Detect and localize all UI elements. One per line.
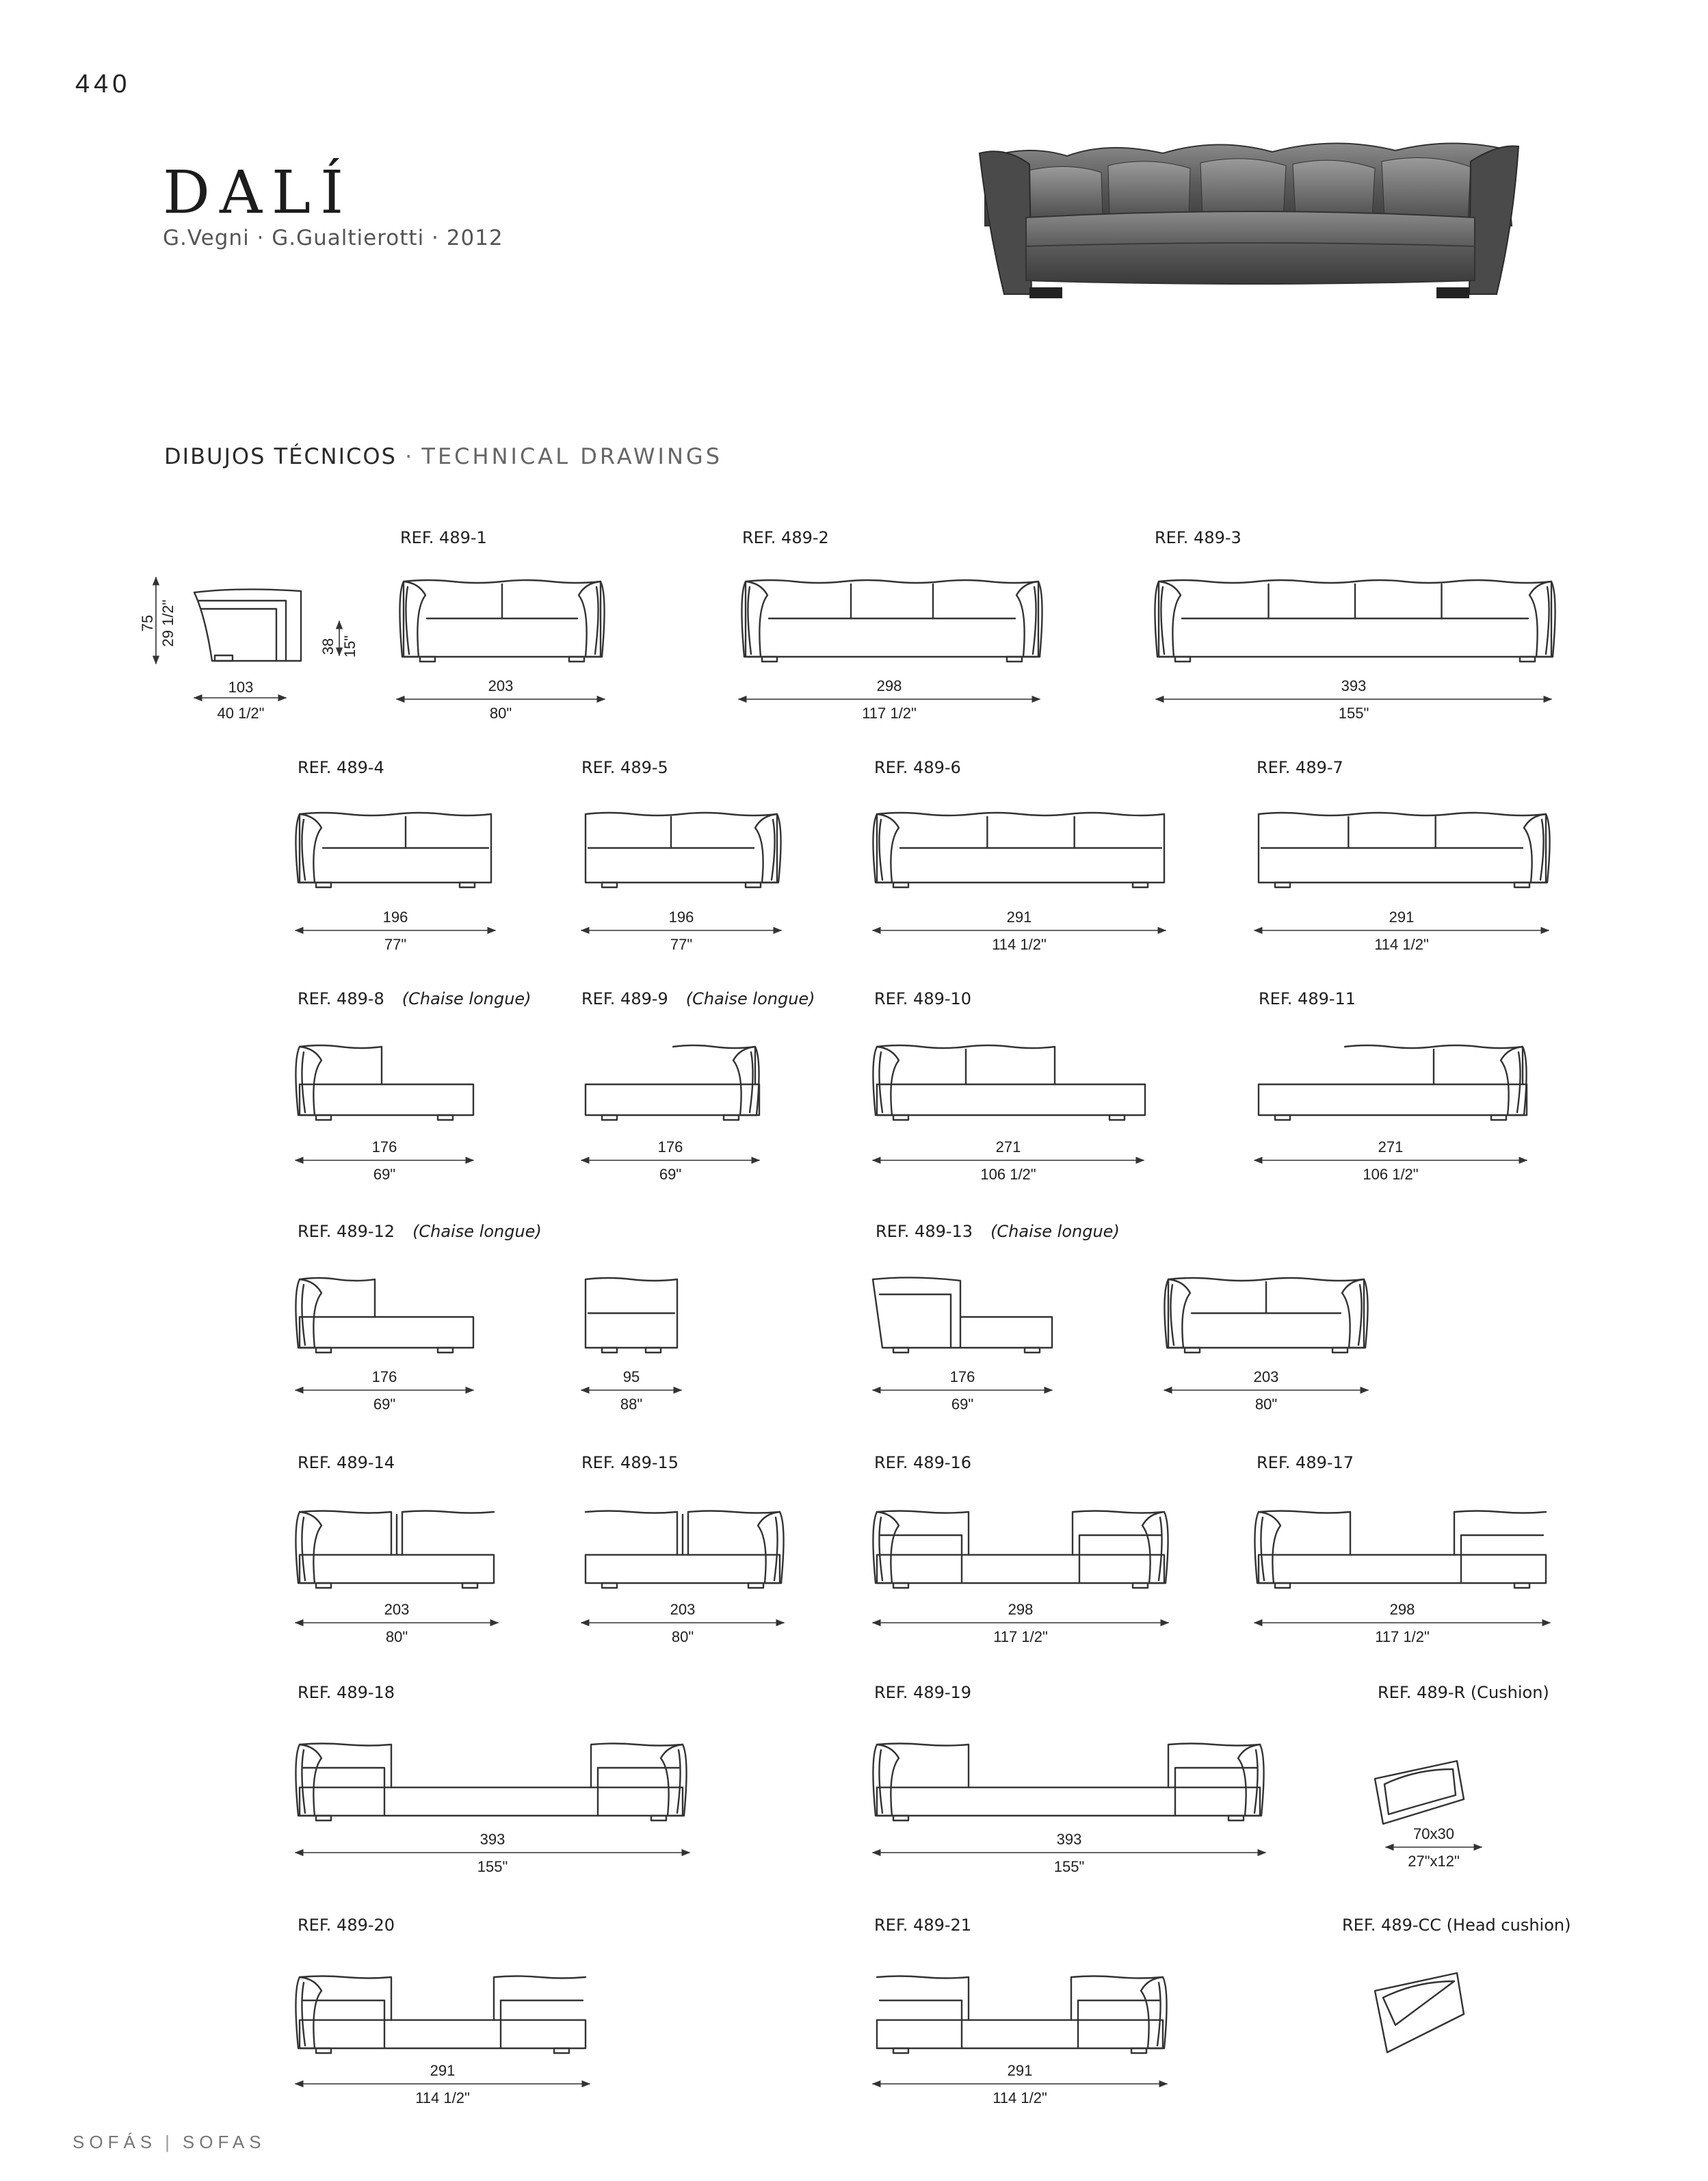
reference-code: REF. 489-12	[298, 1222, 395, 1241]
reference-label	[874, 1916, 971, 1935]
reference-code: REF. 489-19	[874, 1683, 972, 1702]
foot	[1275, 883, 1290, 887]
reference-code: REF. 489-7	[1257, 758, 1343, 777]
reference-code: REF. 489-1	[400, 528, 487, 547]
reference-label	[298, 1453, 395, 1472]
foot	[316, 1816, 331, 1820]
arm-fold-line	[750, 1052, 753, 1112]
dimension-in: 27"x12"	[1408, 1853, 1460, 1870]
drawing-25	[1375, 1973, 1464, 2052]
module-block-line	[880, 2000, 962, 2048]
reference-label	[1155, 528, 1241, 547]
arm-fold-line	[879, 1052, 882, 1112]
reference-label	[1257, 758, 1343, 777]
arm-fold-line	[1540, 820, 1544, 880]
foot	[438, 1115, 453, 1120]
dimension-cm: 291	[1389, 909, 1415, 926]
arm-fold-line	[302, 1285, 305, 1345]
chaise-seat	[1259, 1084, 1527, 1115]
dimension-cm: 176	[949, 1368, 975, 1385]
foot	[554, 2048, 569, 2053]
reference-code: REF. 489-6	[874, 758, 961, 777]
reference-label	[876, 1222, 1120, 1241]
dimension-cm: 298	[1389, 1601, 1415, 1618]
arm-fold-line	[302, 1750, 305, 1813]
foot	[438, 1348, 453, 1353]
drawing-24	[877, 1976, 1167, 2054]
reference-code: REF. 489-10	[874, 989, 972, 1008]
page-footer	[73, 2132, 266, 2153]
section-separator: ·	[396, 443, 422, 469]
foot	[893, 1348, 908, 1353]
foot	[316, 1115, 331, 1120]
drawing-20	[295, 1744, 686, 1821]
module-seat	[877, 1555, 1164, 1583]
dimension-cm: 95	[622, 1368, 640, 1385]
arm-fold-line	[1157, 1983, 1161, 2046]
foot	[569, 657, 584, 662]
dimension-in: 80"	[489, 705, 512, 722]
dimension-in: 88"	[620, 1396, 643, 1413]
dimension-in: 155"	[477, 1858, 508, 1875]
foot	[746, 883, 761, 887]
dimension-cm: 291	[430, 2062, 456, 2079]
foot	[1275, 1583, 1290, 1588]
dimension-cm: 196	[382, 909, 408, 926]
side-view-drawing	[194, 589, 301, 661]
foot	[462, 1583, 477, 1588]
foot	[893, 1115, 908, 1120]
foot	[893, 2048, 908, 2053]
chaise-seat	[300, 1317, 473, 1348]
module-right-back	[494, 1976, 586, 2020]
dimension-in: 114 1/2"	[415, 2089, 470, 2106]
foot	[602, 883, 617, 887]
reference-label	[298, 1916, 395, 1935]
designers-credit: G.Vegni · G.Gualtierotti · 2012	[163, 226, 503, 250]
drawing-21	[873, 1744, 1263, 1821]
dimension-in: 69"	[659, 1166, 682, 1183]
dimension-in: 117 1/2"	[1375, 1628, 1430, 1645]
dimension-cm: 203	[384, 1601, 410, 1618]
drawing-18	[873, 1511, 1168, 1589]
foot	[316, 883, 331, 887]
reference-label	[874, 989, 971, 1008]
seat-height-cm: 38	[319, 638, 337, 655]
dimension-cm: 291	[1007, 2062, 1033, 2079]
module-seat	[300, 1788, 683, 1816]
reference-code: REF. 489-9	[581, 989, 668, 1008]
module-seat	[300, 2020, 586, 2048]
reference-label	[581, 1453, 679, 1472]
foot	[1229, 1816, 1244, 1820]
drawing-17	[586, 1511, 784, 1589]
drawing-10	[873, 1045, 1145, 1120]
reference-label	[874, 758, 961, 777]
drawing-14	[873, 1277, 1052, 1353]
reference-label	[298, 1683, 395, 1702]
arm-fold-line	[1033, 587, 1036, 654]
reference-code: REF. 489-20	[298, 1916, 395, 1935]
foot	[893, 1816, 908, 1820]
drawing-15	[1164, 1278, 1367, 1353]
arm-fold-line	[879, 1750, 882, 1813]
module-block-line	[501, 2000, 583, 2048]
drawing-4	[295, 813, 491, 887]
corner-module	[873, 1277, 960, 1348]
dimension-in: 80"	[1254, 1396, 1278, 1413]
reference-label	[581, 989, 815, 1008]
dimension-in: 77"	[670, 936, 693, 953]
foot	[1332, 1348, 1348, 1353]
dimension-in: 69"	[373, 1166, 396, 1183]
dimension-cm: 203	[670, 1601, 696, 1618]
chaise-seat	[586, 1084, 759, 1115]
reference-code: REF. 489-21	[874, 1916, 972, 1935]
arm-fold-line	[772, 820, 775, 880]
drawing-3	[1155, 580, 1555, 662]
module-seat	[877, 2020, 1163, 2048]
reference-code: REF. 489-8	[298, 989, 384, 1008]
foot	[602, 1348, 617, 1353]
drawing-13	[586, 1278, 677, 1353]
arm-fold-line	[302, 820, 305, 880]
arm-fold-line	[1261, 1517, 1264, 1580]
dimension-cm: 291	[1006, 909, 1032, 926]
reference-code: REF. 489-11	[1259, 989, 1356, 1008]
foot	[1025, 1348, 1040, 1353]
dimension-in: 69"	[951, 1396, 974, 1413]
footer-separator: |	[165, 2132, 174, 2152]
seat-height-in: 15"	[341, 635, 358, 658]
reference-code: REF. 489-15	[581, 1453, 679, 1472]
side-depth-cm: 103	[228, 679, 254, 696]
foot	[1514, 1583, 1529, 1588]
drawing-12	[295, 1278, 473, 1353]
foot	[1133, 1583, 1148, 1588]
foot	[1131, 2048, 1146, 2053]
dimension-in: 106 1/2"	[1363, 1166, 1419, 1183]
arm-fold-line	[1546, 587, 1549, 654]
reference-label	[1259, 989, 1356, 1008]
section-heading-en: TECHNICAL DRAWINGS	[421, 443, 723, 469]
dimension-cm: 271	[1378, 1138, 1404, 1155]
dimension-in: 114 1/2"	[992, 936, 1047, 953]
dimension-in: 106 1/2"	[980, 1166, 1036, 1183]
reference-label	[298, 758, 384, 777]
chaise-seat	[877, 1084, 1145, 1115]
foot	[646, 1348, 661, 1353]
foot	[893, 883, 908, 887]
dimension-in: 69"	[373, 1396, 396, 1413]
arm-fold-line	[1517, 1052, 1521, 1112]
arm-fold-line	[1254, 1750, 1258, 1813]
dimension-cm: 298	[1008, 1601, 1034, 1618]
footer-category-en: SOFAS	[182, 2132, 266, 2152]
drawing-23	[295, 1976, 586, 2054]
foot	[651, 1816, 666, 1820]
dimension-in: 80"	[385, 1628, 408, 1645]
reference-note: (Chaise longue)	[402, 989, 531, 1008]
side-height-in: 29 1/2"	[159, 599, 176, 647]
dimension-in: 114 1/2"	[993, 2089, 1047, 2106]
arm-fold-line	[774, 1517, 778, 1580]
drawing-16	[295, 1511, 494, 1589]
module-left-back	[877, 1976, 969, 2020]
dimension-cm: 393	[1341, 677, 1367, 694]
reference-code: REF. 489-3	[1155, 528, 1241, 547]
chaise-back	[300, 1278, 375, 1317]
reference-code: REF. 489-13	[876, 1222, 973, 1241]
arm-fold-line	[595, 587, 599, 654]
page-title: DALÍ	[163, 159, 354, 227]
dimension-cm: 203	[488, 677, 514, 694]
reference-code: REF. 489-R (Cushion)	[1378, 1683, 1549, 1702]
module-right-back	[1454, 1511, 1546, 1555]
drawing-11	[1259, 1045, 1527, 1120]
arm-fold-line	[1358, 1285, 1362, 1345]
reference-label	[1342, 1916, 1571, 1935]
arm-fold-line	[1159, 1517, 1162, 1580]
chaise-seat	[300, 1084, 473, 1115]
drawing-19	[1254, 1511, 1546, 1589]
page-number: 440	[75, 70, 131, 99]
reference-label	[581, 758, 668, 777]
foot	[893, 1583, 908, 1588]
reference-code: REF. 489-2	[742, 528, 829, 547]
arm-fold-line	[879, 1517, 882, 1580]
foot	[316, 1583, 331, 1588]
arm-fold-line	[677, 1750, 681, 1813]
cushion-inner	[1384, 1769, 1456, 1814]
dimension-cm: 393	[1056, 1831, 1082, 1848]
arm-fold-line	[302, 1517, 305, 1580]
foot	[602, 1115, 617, 1120]
foot	[316, 1348, 331, 1353]
drawing-1	[399, 580, 604, 662]
foot	[1491, 1115, 1506, 1120]
foot	[1514, 883, 1529, 887]
foot	[1133, 883, 1148, 887]
foot	[316, 2048, 331, 2053]
reference-code: REF. 489-CC (Head cushion)	[1342, 1916, 1571, 1935]
dimension-cm: 176	[657, 1138, 683, 1155]
foot	[1185, 1348, 1200, 1353]
foot	[1175, 657, 1190, 662]
foot	[724, 1115, 739, 1120]
reference-code: REF. 489-18	[298, 1683, 395, 1702]
side-height-cm: 75	[139, 614, 156, 632]
reference-label	[874, 1453, 971, 1472]
dimension-cm: 271	[995, 1138, 1021, 1155]
arm-fold-line	[1170, 1285, 1174, 1345]
arm-fold-line	[302, 1983, 305, 2046]
drawing-8	[295, 1045, 473, 1120]
dimension-cm: 176	[371, 1138, 397, 1155]
dimension-cm: 203	[1253, 1368, 1279, 1385]
arm-fold-line	[406, 587, 409, 654]
foot	[1109, 1115, 1125, 1120]
reference-label	[1378, 1683, 1549, 1702]
drawing-22	[1375, 1761, 1464, 1824]
dimension-cm: 196	[668, 909, 694, 926]
footer-category-es: SOFÁS	[73, 2132, 157, 2152]
dimension-cm: 176	[371, 1368, 397, 1385]
side-view-seat-line	[201, 609, 276, 661]
reference-label	[400, 528, 487, 547]
reference-note: (Chaise longue)	[685, 989, 815, 1008]
module-seat	[877, 1788, 1260, 1816]
module-right-back	[402, 1511, 494, 1555]
dimension-in: 155"	[1053, 1858, 1085, 1875]
foot	[762, 657, 777, 662]
dimension-in: 117 1/2"	[862, 705, 917, 722]
reference-code: REF. 489-5	[581, 758, 668, 777]
dimension-cm: 298	[876, 677, 902, 694]
reference-code: REF. 489-17	[1257, 1453, 1354, 1472]
drawing-2	[741, 580, 1042, 662]
module-seat	[586, 1555, 780, 1583]
arm-fold-line	[748, 587, 751, 654]
section-heading-es: DIBUJOS TÉCNICOS	[164, 443, 397, 469]
corner-inner-line	[880, 1294, 951, 1348]
dimension-in: 77"	[384, 936, 407, 953]
dimension-in: 80"	[671, 1628, 694, 1645]
drawing-6	[873, 813, 1164, 887]
dimension-cm: 393	[479, 1831, 505, 1848]
corner-chaise	[960, 1317, 1052, 1348]
module-seat	[1259, 1555, 1546, 1583]
foot	[1520, 657, 1535, 662]
dimension-in: 114 1/2"	[1374, 936, 1429, 953]
reference-code: REF. 489-14	[298, 1453, 395, 1472]
reference-label	[874, 1683, 971, 1702]
foot	[460, 883, 475, 887]
reference-note: (Chaise longue)	[990, 1222, 1120, 1241]
arm-fold-line	[1161, 587, 1164, 654]
foot	[420, 657, 435, 662]
side-depth-in: 40 1/2"	[217, 705, 265, 722]
drawing-7	[1259, 813, 1550, 887]
reference-label	[298, 989, 531, 1008]
reference-code: REF. 489-16	[874, 1453, 972, 1472]
drawing-9	[586, 1045, 759, 1120]
dimension-in: 117 1/2"	[993, 1628, 1048, 1645]
reference-label	[742, 528, 829, 547]
arm-fold-line	[879, 820, 882, 880]
dimension-in: 155"	[1338, 705, 1369, 722]
module-seat	[300, 1555, 494, 1583]
foot	[748, 1583, 763, 1588]
reference-note: (Chaise longue)	[412, 1222, 542, 1241]
arm-fold-line	[302, 1052, 305, 1112]
reference-label	[298, 1222, 542, 1241]
head-cushion-fold	[1383, 1981, 1454, 2025]
reference-label	[1257, 1453, 1354, 1472]
module-left-back	[586, 1511, 677, 1555]
side-view-foot	[215, 655, 233, 661]
drawing-5	[586, 813, 781, 887]
reference-code: REF. 489-4	[298, 758, 384, 777]
foot	[602, 1583, 617, 1588]
module-block-line	[1461, 1535, 1543, 1583]
foot	[1007, 657, 1022, 662]
foot	[1275, 1115, 1290, 1120]
dimension-cm: 70x30	[1413, 1825, 1454, 1842]
